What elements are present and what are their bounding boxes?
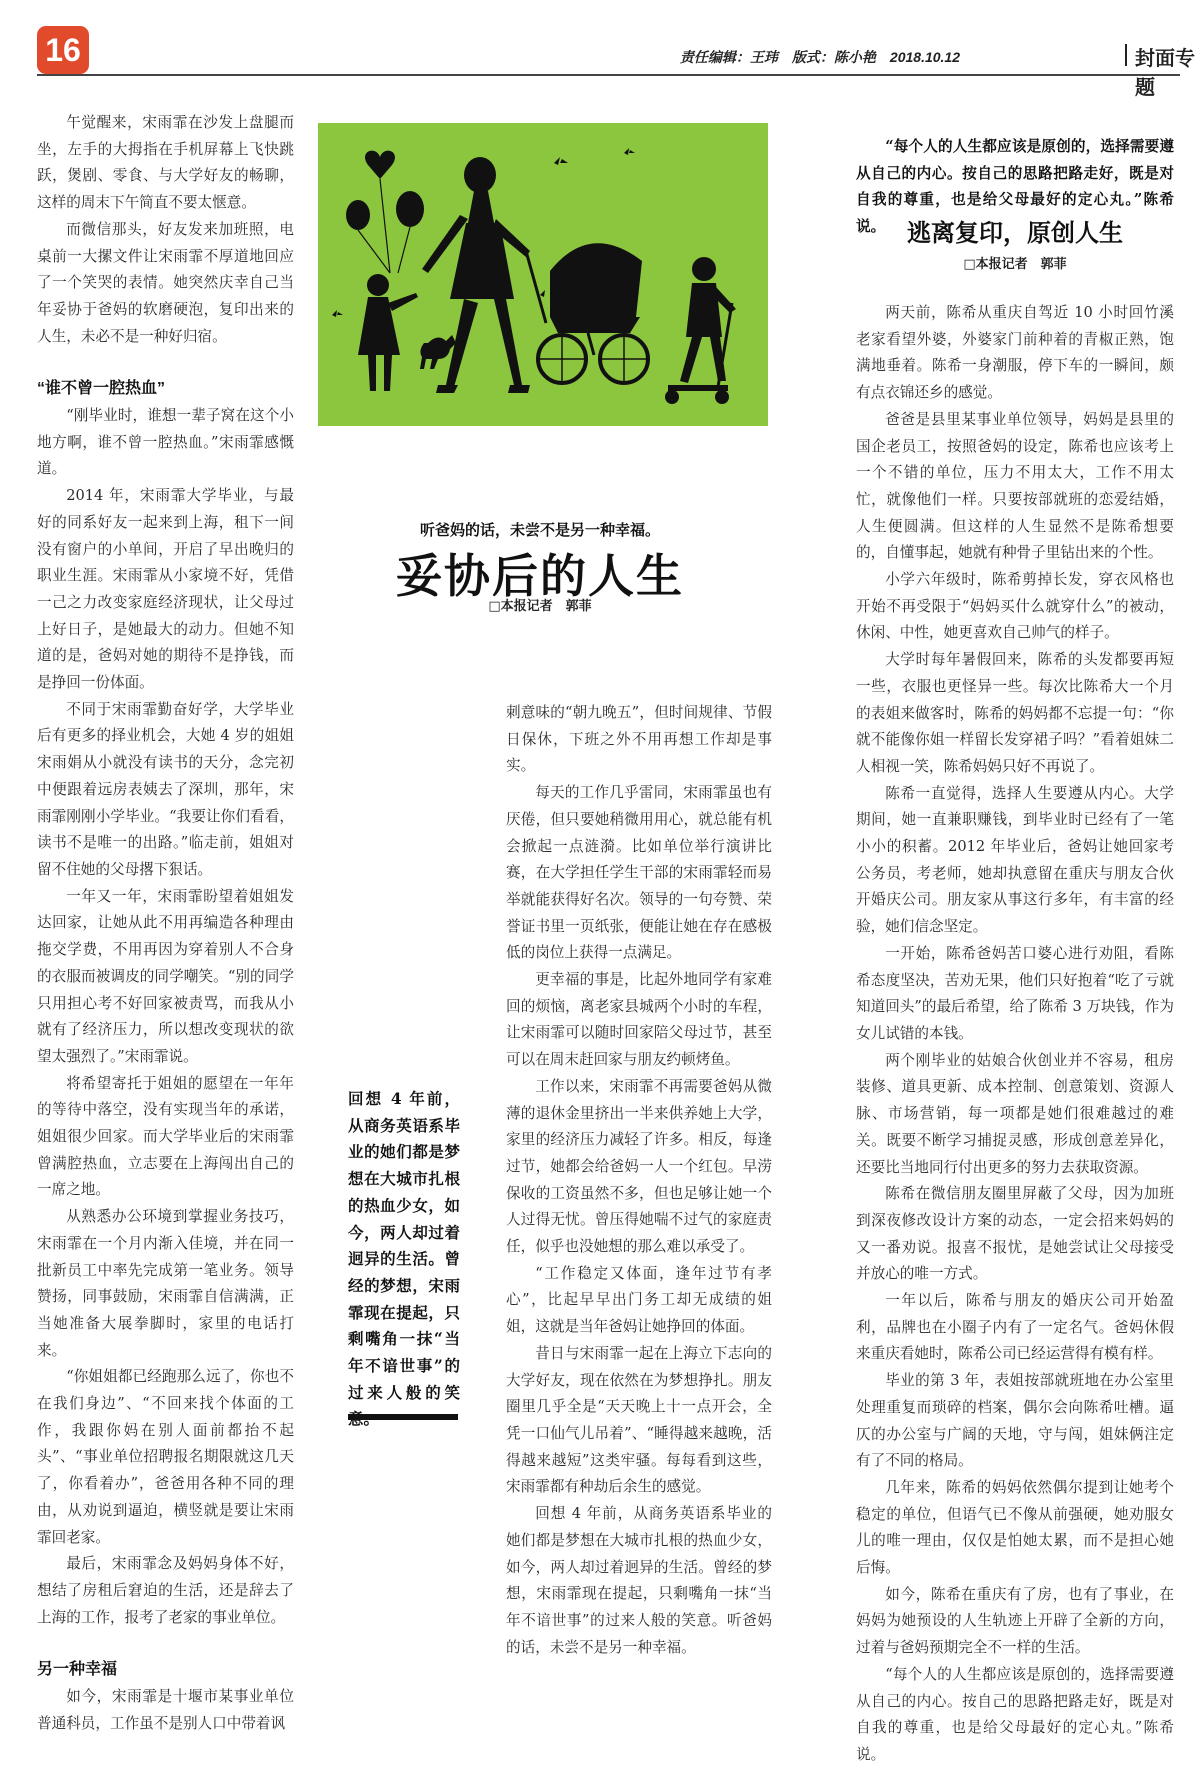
paragraph: “工作稳定又体面，逢年过节有孝心”，比起早早出门务工却无成绩的姐姐，这就是当年爸妈让她挣回的体面。: [506, 1264, 772, 1336]
paragraph: 两个刚毕业的姑娘合伙创业并不容易，租房装修、道具更新、成本控制、创意策划、资源人脉、市场营销，每一项都是她们很难越过的难关。既要不断学习捕捉灵感，形成创意差异化，还要比当地同行付出更多的努力去获取资源。: [856, 1051, 1174, 1176]
pull-quote: 回想 4 年前，从商务英语系毕业的她们都是梦想在大城市扎根的热血少女，如今，两人却过着迥异的生活。曾经的梦想，宋雨霏现在提起，只剩嘴角一抹“当年不谙世事”的过来人般的笑: [348, 1089, 460, 1402]
paragraph: 大学时每年暑假回来，陈希的头发都要再短一些，衣服也更怪异一些。每次比陈希大一个月的表姐来做客时，陈希的妈妈都不忘提一句：“你就不能像你姐一样留长发穿裙子吗？”看着姐妹二人相视一笑，陈希妈妈只好不再说了。: [856, 651, 1174, 775]
article-column-2: [506, 700, 772, 1661]
header-rule: [37, 74, 1180, 76]
paragraph: 而微信那头，好友发来加班照，电桌前一大摞文件让宋雨霏不厚道地回应了一个笑哭的表情。她突然庆幸自己当年妥协于爸妈的软磨硬泡，复印出来的人生，未必不是一种好归宿。: [37, 220, 294, 345]
article-column-3: [856, 300, 1174, 1769]
paragraph: 一年以后，陈希与朋友的婚庆公司开始盈利，品牌也在小圈子内有了一定名气。爸妈休假来重庆看她时，陈希公司已经运营得有模有样。: [856, 1292, 1174, 1363]
paragraph: 回想 4 年前，从商务英语系毕业的她们都是梦想在大城市扎根的热血少女，如今，两人却过着迥异的生活。曾经的梦想，宋雨霏现在提起，只剩嘴角一抹“当年不谙世事”的过来人般的笑意。听爸妈的话，未尝不是另一种幸福。: [506, 1505, 772, 1656]
paragraph: 几年来，陈希的妈妈依然偶尔提到让她考个稳定的单位，但语气已不像从前强硬，她劝服女儿的唯一理由，仅仅是怕她太累，而不是担心她后悔。: [856, 1478, 1174, 1577]
paragraph: “每个人的人生都应该是原创的，选择需要遵从自己的内心。按自己的思路把路走好，既是对自我的尊重，也是给父母最好的定心丸。”陈希说。: [856, 1665, 1174, 1763]
paragraph: 陈希一直觉得，选择人生要遵从内心。大学期间，她一直兼职赚钱，到毕业时已经有了一笔小小的积蓄。2012 年毕业后，爸妈让她回家考公务员，考老师，她却执意留在重庆与朋友合伙开婚庆公司。朋友家从事这行多年，有丰富的经验，她们信念坚定。: [856, 784, 1174, 936]
paragraph: 工作以来，宋雨霏不再需要爸妈从微薄的退休金里挤出一半来供养她上大学，家里的经济压力减轻了许多。相反，每逢过节，她都会给爸妈一人一个红包。早涝保收的工资虽然不多，但也足够让她一个人过得无忧。曾压得她喘不过气的家庭责任，似乎也没她想的那么难以承受了。: [506, 1077, 772, 1256]
headline-title: 妥协后的人生: [396, 549, 684, 603]
paragraph: “你姐姐都已经跑那么远了，你也不在我们身边”、“不回来找个体面的工作，我跟你妈在别人面前都抬不起头”、“事业单位招聘报名期限就这几天了，你看着办”，爸爸用各种不同的理由，从劝说到逼迫，横竖就是要让宋雨霏回老家。: [37, 1368, 294, 1546]
lead-quote-text: “每个人的人生都应该是原创的，选择需要遵从自己的内心。按自己的思路把路走好，既是对自我的尊重，也是给父母最好的定心丸。”陈希说。: [856, 138, 1174, 236]
paragraph: 陈希在微信朋友圈里屏蔽了父母，因为加班到深夜修改设计方案的动态，一定会招来妈妈的又一番劝说。报喜不报忧，是她尝试让父母接受并放心的唯一方式。: [856, 1185, 1174, 1283]
cover-illustration: [318, 123, 768, 426]
paragraph: 最后，宋雨霏念及妈妈身体不好，想结了房租后窘迫的生活，还是辞去了上海的工作，报考了老家的事业单位。: [37, 1555, 294, 1626]
paragraph: 刺意味的“朝九晚五”，但时间规律、节假日保休，下班之外不用再想工作却是事实。: [506, 704, 772, 775]
headline-byline: □本报记者 郭菲: [488, 599, 592, 614]
side-article-title: 逃离复印，原创人生: [907, 218, 1123, 247]
paragraph: 午觉醒来，宋雨霏在沙发上盘腿而坐，左手的大拇指在手机屏幕上飞快跳跃，煲剧、零食、与大学好友的畅聊，这样的周末下午简直不要太惬意。: [37, 114, 294, 212]
paragraph: 一开始，陈希爸妈苦口婆心进行劝阻，看陈希态度坚决，苦劝无果，他们只好抱着“吃了亏就知道回头”的最后希望，给了陈希 3 万块钱，作为女儿试错的本钱。: [856, 944, 1174, 1042]
headline-kicker: 听爸妈的话，未尝不是另一种幸福。: [419, 521, 660, 539]
page-number: 16: [37, 26, 89, 74]
paragraph: 更幸福的事是，比起外地同学有家难回的烦恼，离老家县城两个小时的车程，让宋雨霏可以随时回家陪父母过节，甚至可以在周末赶回家与朋友约顿烤鱼。: [506, 971, 772, 1069]
subheading: 另一种幸福: [37, 1661, 118, 1679]
paragraph: 如今，陈希在重庆有了房，也有了事业，在妈妈为她预设的人生轨迹上开辟了全新的方向，过着与爸妈预期完全不一样的生活。: [856, 1585, 1174, 1657]
paragraph: 两天前，陈希从重庆自驾近 10 小时回竹溪老家看望外婆，外婆家门前种着的青椒正熟，饱满地垂着。陈希一身潮服，停下车的一瞬间，颇有点衣锦还乡的感觉。: [856, 304, 1174, 402]
side-article-byline: □本报记者 郭菲: [963, 257, 1067, 272]
subheading: “谁不曾一腔热血”: [37, 380, 166, 398]
paragraph: 每天的工作几乎雷同，宋雨霏虽也有厌倦，但只要她稍微用用心，就总能有机会掀起一点涟漪。比如单位举行演讲比赛，在大学担任学生干部的宋雨霏轻而易举就能获得好名次。领导的一句夸赞、荣誉证书里一页纸张，便能让她在存在感极低的岗位上获得一点满足。: [506, 784, 772, 962]
paragraph: 爸爸是县里某事业单位领导，妈妈是县里的国企老员工，按照爸妈的设定，陈希也应该考上一个不错的单位，压力不用太大，工作不用太忙，就像他们一样。只要按部就班的恋爱结婚，人生便圆满。但这样的人生显然不是陈希想要的，自懂事起，她就有种骨子里钻出来的个性。: [856, 410, 1174, 562]
header-divider: [1125, 44, 1127, 66]
article-column-1: [37, 110, 294, 1737]
paragraph: 将希望寄托于姐姐的愿望在一年年的等待中落空，没有实现当年的承诺，姐姐很少回家。而大学毕业后的宋雨霏曾满腔热血，立志要在上海闯出自己的一席之地。: [37, 1074, 294, 1199]
paragraph: 2014 年，宋雨霏大学毕业，与最好的同系好友一起来到上海，租下一间没有窗户的小单间，开启了早出晚归的职业生涯。宋雨霏从小家境不好，凭借一己之力改变家庭经济现状，让父母过上好日子，是她最大的动力。但她不知道的是，爸妈对她的期待不是挣钱，而是挣回一份体面。: [37, 487, 294, 692]
paragraph: 毕业的第 3 年，表姐按部就班地在办公室里处理重复而琐碎的档案，偶尔会向陈希吐槽。逼仄的办公室与广阔的天地，守与闯，姐妹俩注定有了不同的格局。: [856, 1372, 1174, 1470]
section-title: 封面专题: [1135, 48, 1195, 99]
paragraph: “刚毕业时，谁想一辈子窝在这个小地方啊，谁不曾一腔热血。”宋雨霏感慨道。: [37, 407, 294, 478]
paragraph: 如今，宋雨霏是十堰市某事业单位普通科员，工作虽不是别人口中带着讽: [37, 1688, 294, 1732]
pull-quote-bar: [348, 1414, 458, 1420]
paragraph: 从熟悉办公环境到掌握业务技巧，宋雨霏在一个月内渐入佳境，并在同一批新员工中率先完成第一笔业务。领导赞扬，同事鼓励，宋雨霏自信满满，正当她准备大展拳脚时，家里的电话打来。: [37, 1208, 294, 1359]
family-silhouette-icon: [318, 123, 768, 426]
paragraph: 昔日与宋雨霏一起在上海立下志向的大学好友，现在依然在为梦想挣扎。朋友圈里几乎全是“天天晚上十一点开会，全凭一口仙气儿吊着”、“睡得越来越晚，活得越来越短”这类牢骚。每每看到这些，宋雨霏都有种劫后余生的感觉。: [506, 1344, 772, 1496]
editor-credits: 责任编辑：王玮 版式：陈小艳 2018.10.12: [679, 49, 960, 65]
paragraph: 一年又一年，宋雨霏盼望着姐姐发达回家，让她从此不用再编造各种理由拖交学费，不用再因为穿着别人不合身的衣服而被调皮的同学嘲笑。“别的同学只用担心考不好回家被责骂，而我从小就有了经济压力，所以想改变现状的欲望太强烈了。”宋雨霏说。: [37, 887, 294, 1065]
paragraph: 不同于宋雨霏勤奋好学，大学毕业后有更多的择业机会，大她 4 岁的姐姐宋雨娟从小就没有读书的天分，念完初中便跟着远房表姨去了深圳，那年，宋雨霏刚刚小学毕业。“我要让你们看看，读书不是唯一的出路。”临走前，姐姐对留不住她的父母撂下狠话。: [37, 700, 294, 878]
paragraph: 小学六年级时，陈希剪掉长发，穿衣风格也开始不再受限于“妈妈买什么就穿什么”的被动，休闲、中性，她更喜欢自己帅气的样子。: [856, 571, 1174, 642]
